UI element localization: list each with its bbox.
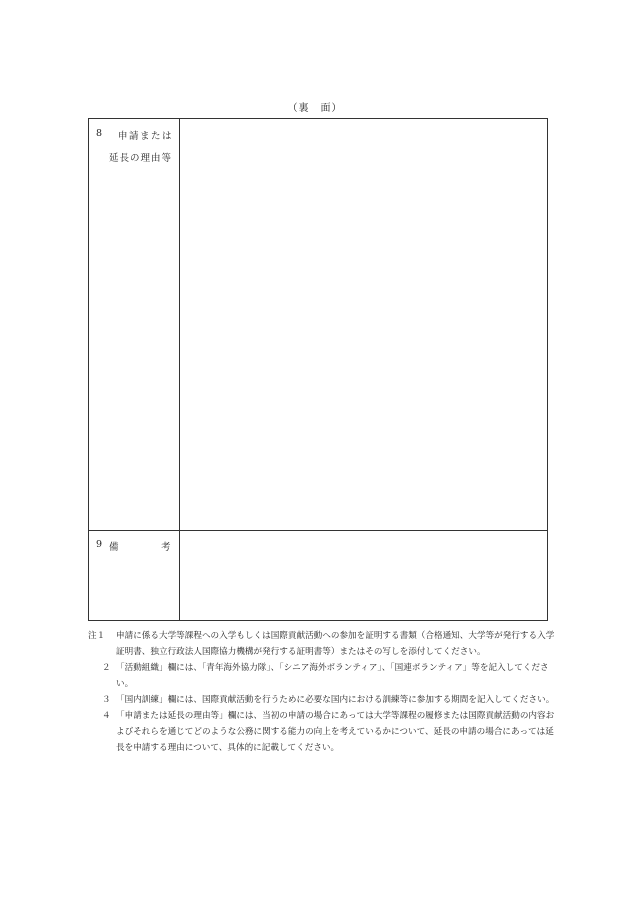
note-item (88, 692, 558, 708)
note-number: ４ (102, 711, 111, 721)
note-item (88, 708, 558, 756)
reason-label-line1: 申請または (118, 131, 174, 142)
note-item (88, 660, 558, 692)
remarks-row-number: 9 (96, 539, 103, 550)
note-text: 「国内訓練」欄には、国際貢献活動を行うために必要な国内における訓練等に参加する期間を記入してください。 (116, 695, 555, 705)
remarks-row (89, 530, 547, 620)
remarks-label-a: 備 (109, 542, 119, 553)
remarks-input-area[interactable] (180, 530, 547, 620)
notes-section (88, 628, 558, 756)
page-header: （裏 面） (287, 103, 343, 114)
note-text: 「申請または延長の理由等」欄には、当初の申請の場合にあっては大学等課程の履修または国際貢献活動の内容およびそれらを通じてどのような公務に関する能力の向上を考えているかについて、延長の申請の場合にあっては延長を申請する理由について、具体的に記載してください。 (116, 711, 555, 753)
form-table (88, 118, 548, 621)
note-number: ２ (102, 663, 111, 673)
note-item (88, 628, 558, 660)
remarks-label-b: 考 (161, 542, 171, 553)
note-text: 申請に係る大学等課程への入学もしくは国際貢献活動への参加を証明する書類（合格通知、大学等が発行する入学証明書、独立行政法人国際協力機構が発行する証明書等）またはその写しを添付してください。 (116, 631, 555, 657)
reason-label-line2: 延長の理由等 (109, 153, 173, 164)
reason-row (89, 119, 547, 531)
note-text: 「活動組織」欄には、「青年海外協力隊」、「シニア海外ボランティア」、「国連ボランティア」等を記入してください。 (116, 663, 549, 689)
reason-row-number: 8 (96, 128, 103, 139)
note-number: 注１ (88, 631, 106, 641)
reason-label-cell (89, 119, 180, 530)
remarks-label-cell (89, 530, 180, 620)
reason-input-area[interactable] (180, 119, 547, 530)
note-number: ３ (102, 695, 111, 705)
